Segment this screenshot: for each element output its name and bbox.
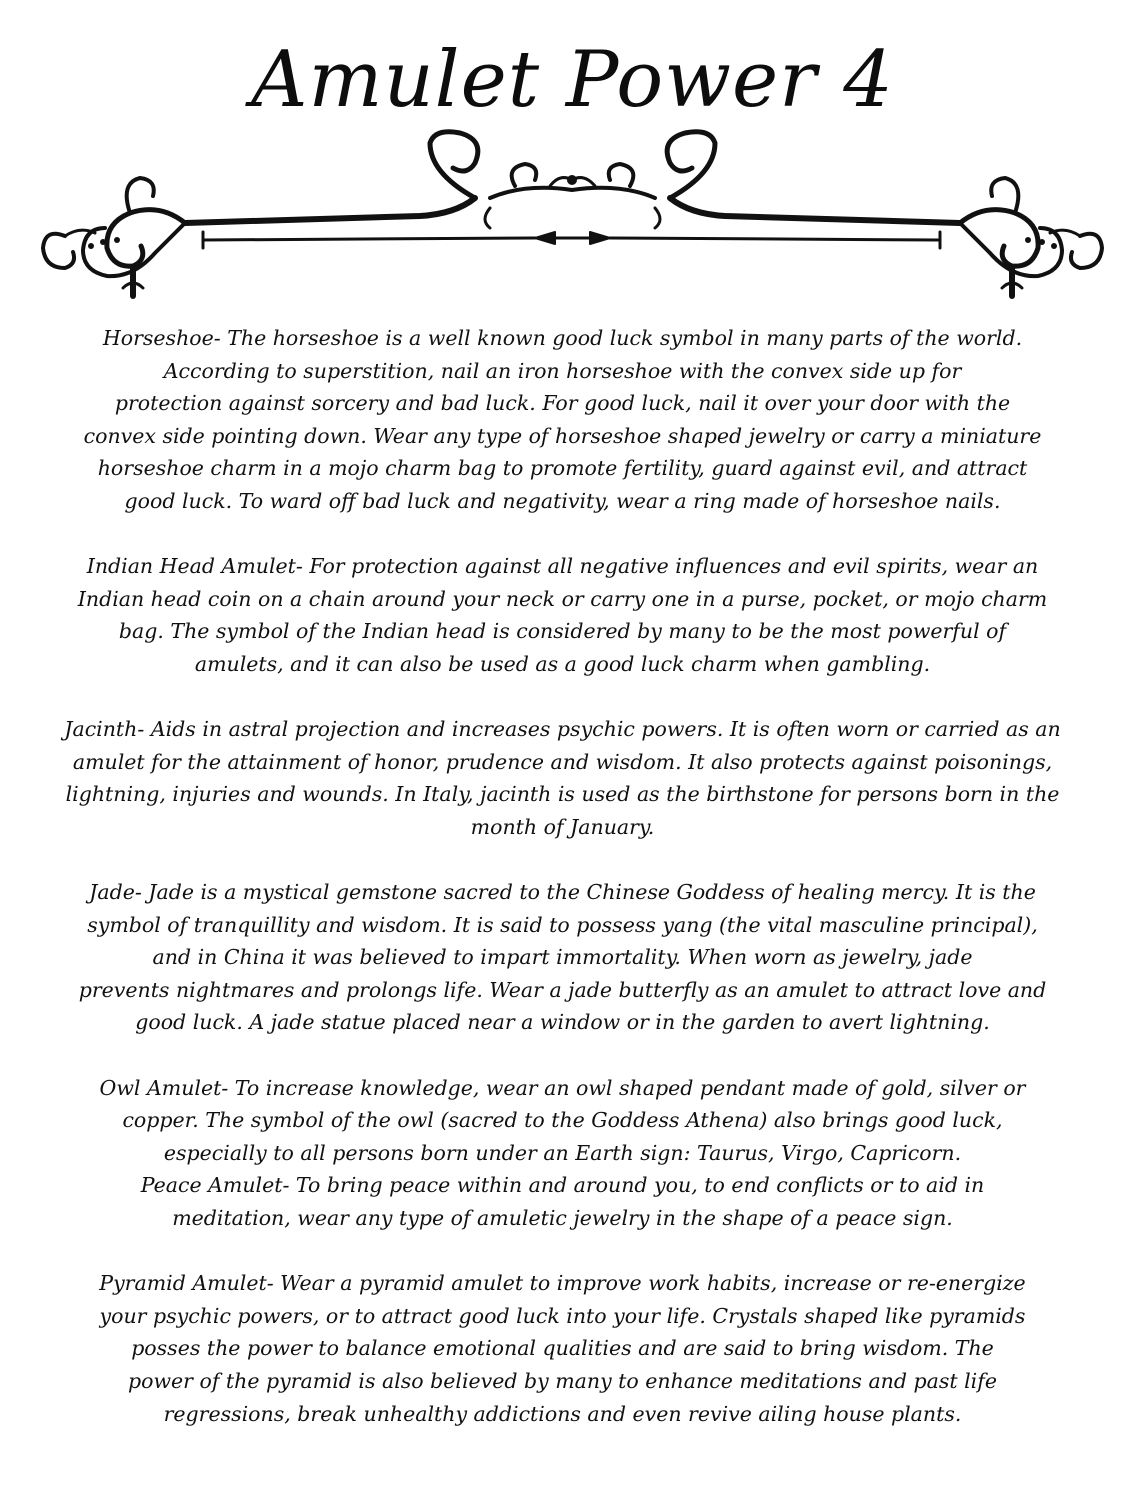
amulet-entries [20, 322, 1105, 1463]
entry-line: meditation, wear any type of amuletic jewelry in the shape of a peace sign. [172, 1206, 953, 1231]
entry-peace-amulet [20, 1169, 1105, 1234]
entry-line: Indian Head Amulet- For protection against all negative influences and evil spirits, wear an [86, 554, 1039, 579]
entry-line: especially to all persons born under an Earth sign: Taurus, Virgo, Capricorn. [163, 1140, 962, 1165]
entry-line: horseshoe charm in a mojo charm bag to promote fertility, guard against evil, and attract [97, 456, 1028, 481]
entry-line: good luck. A jade statue placed near a window or in the garden to avert lightning. [135, 1010, 990, 1035]
page-title: Amulet Power 4 [251, 35, 894, 125]
entry-line: Owl Amulet- To increase knowledge, wear an owl shaped pendant made of gold, silver or [99, 1075, 1026, 1100]
entry-jacinth [20, 713, 1105, 843]
entry-line: Pyramid Amulet- Wear a pyramid amulet to improve work habits, increase or re-energize [99, 1271, 1026, 1296]
entry-line: copper. The symbol of the owl (sacred to the Goddess Athena) also brings good luck, [122, 1108, 1003, 1133]
entry-line: protection against sorcery and bad luck. For good luck, nail it over your door with the [114, 391, 1011, 416]
entry-line: month of January. [470, 814, 655, 839]
entry-jade [20, 876, 1105, 1039]
entry-line: your psychic powers, or to attract good luck into your life. Crystals shaped like pyramids [99, 1303, 1026, 1328]
entry-line: Indian head coin on a chain around your neck or carry one in a purse, pocket, or mojo charm [77, 586, 1048, 611]
entry-indian-head-amulet [20, 550, 1105, 680]
entry-line: prevents nightmares and prolongs life. Wear a jade butterfly as an amulet to attract love and [78, 977, 1047, 1002]
entry-line: Jacinth- Aids in astral projection and increases psychic powers. It is often worn or carried as an [64, 717, 1061, 742]
entry-line: good luck. To ward off bad luck and negativity, wear a ring made of horseshoe nails. [124, 488, 1001, 513]
entry-line: power of the pyramid is also believed by many to enhance meditations and past life [128, 1369, 997, 1393]
entry-line: regressions, break unhealthy addictions and even revive ailing house plants. [163, 1401, 962, 1426]
entry-line: According to superstition, nail an iron horseshoe with the convex side up for [163, 358, 962, 383]
flourish-divider [35, 128, 1110, 303]
entry-line: Jade- Jade is a mystical gemstone sacred to the Chinese Goddess of healing mercy. It is the [89, 880, 1036, 905]
entry-line: Horseshoe- The horseshoe is a well known good luck symbol in many parts of the world. [102, 326, 1023, 350]
entry-line: convex side pointing down. Wear any type of horseshoe shaped jewelry or carry a miniature [83, 423, 1042, 448]
entry-line: bag. The symbol of the Indian head is considered by many to be the most powerful of [118, 619, 1007, 644]
entry-horseshoe [20, 322, 1105, 518]
entry-line: and in China it was believed to impart immortality. When worn as jewelry, jade [152, 945, 973, 970]
entry-owl-amulet [20, 1072, 1105, 1170]
entry-line: symbol of tranquillity and wisdom. It is said to possess yang (the vital masculine principal), [87, 912, 1038, 937]
entry-line: lightning, injuries and wounds. In Italy, jacinth is used as the birthstone for persons born in the [65, 782, 1060, 807]
entry-line: posses the power to balance emotional qualities and are said to bring wisdom. The [131, 1336, 994, 1361]
entry-pyramid-amulet [20, 1267, 1105, 1430]
entry-line: amulet for the attainment of honor, prudence and wisdom. It also protects against poisonings, [72, 749, 1053, 774]
entry-line: amulets, and it can also be used as a good luck charm when gambling. [194, 651, 931, 676]
entry-line: Peace Amulet- To bring peace within and around you, to end conflicts or to aid in [140, 1173, 985, 1198]
